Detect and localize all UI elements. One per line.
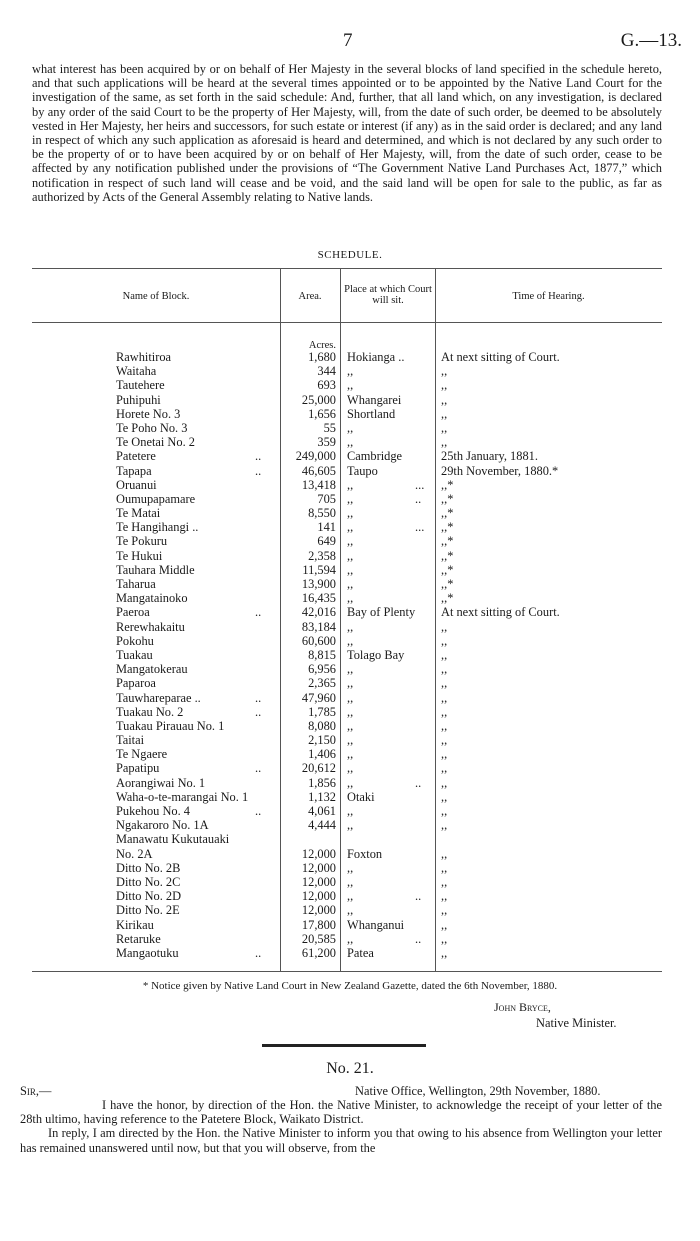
- table-row: [0, 520, 700, 534]
- court-place-cell: Shortland: [347, 406, 396, 421]
- leader-dots: ..: [415, 775, 422, 790]
- table-row: [0, 918, 700, 932]
- table-row: [0, 761, 700, 775]
- court-place-cell: Hokianga ..: [347, 350, 405, 364]
- schedule-rows: [0, 350, 700, 960]
- hearing-time-cell: ,,: [441, 903, 448, 918]
- table-row: [0, 478, 700, 492]
- block-name-cell: Tuakau No. 2: [116, 704, 184, 719]
- hearing-time-cell: ,,*: [441, 562, 454, 577]
- area-cell: 705: [317, 491, 336, 506]
- table-row: [0, 393, 700, 407]
- court-place-cell: ,,: [347, 690, 354, 705]
- area-cell: 359: [317, 435, 336, 450]
- hearing-time-cell: ,,: [441, 733, 448, 748]
- area-cell: 55: [323, 420, 336, 435]
- column-header-place: Place at which Court will sit.: [344, 284, 432, 306]
- leader-dots: ..: [255, 605, 262, 620]
- court-place-cell: ,,: [347, 506, 354, 521]
- hearing-time-cell: ,,: [441, 704, 448, 719]
- court-place-cell: ,,: [347, 804, 354, 818]
- area-cell: 46,605: [301, 463, 336, 478]
- hearing-time-cell: ,,: [441, 846, 448, 861]
- court-place-cell: ,,: [347, 874, 354, 889]
- hearing-time-cell: ,,: [441, 818, 448, 833]
- block-name-cell: Patetere: [116, 449, 156, 464]
- table-row: [0, 719, 700, 733]
- table-row: [0, 790, 700, 804]
- block-name-cell: Aorangiwai No. 1: [116, 775, 206, 790]
- hearing-time-cell: ,,*: [441, 477, 454, 492]
- block-name-cell: Taharua: [116, 577, 156, 591]
- hearing-time-cell: ,,: [441, 435, 448, 450]
- page-number: 7: [343, 30, 353, 51]
- area-cell: 13,900: [301, 577, 336, 591]
- court-place-cell: Cambridge: [347, 449, 403, 464]
- area-cell: 2,365: [308, 676, 336, 691]
- block-name-cell: Tuakau Pirauau No. 1: [116, 718, 225, 733]
- hearing-time-cell: ,,: [441, 364, 448, 379]
- hearing-time-cell: ,,: [441, 676, 448, 691]
- block-name-cell: Retaruke: [116, 931, 161, 946]
- leader-dots: ..: [255, 463, 262, 478]
- table-row: [0, 776, 700, 790]
- area-cell: 649: [317, 534, 336, 549]
- block-name-cell: Oumupapamare: [116, 491, 196, 506]
- table-row: [0, 378, 700, 392]
- area-cell: 1,132: [308, 789, 336, 804]
- table-row: [0, 946, 700, 960]
- table-row: [0, 534, 700, 548]
- court-place-cell: ,,: [347, 718, 354, 733]
- court-place-cell: ,,: [347, 619, 354, 634]
- block-name-cell: Manawatu Kukutauaki: [116, 832, 230, 847]
- letter-body: [20, 1098, 662, 1155]
- table-row: [0, 364, 700, 378]
- area-cell: 12,000: [301, 860, 336, 875]
- block-name-cell: Ditto No. 2E: [116, 903, 180, 918]
- table-row: [0, 733, 700, 747]
- court-place-cell: ,,: [347, 903, 354, 918]
- leader-dots: ..: [255, 945, 262, 960]
- office-line: Native Office, Wellington, 29th November, 1880.: [355, 1084, 601, 1098]
- leader-dots: ...: [415, 520, 425, 535]
- table-row: [0, 577, 700, 591]
- court-place-cell: Patea: [347, 945, 374, 960]
- block-name-cell: Papatipu: [116, 761, 160, 776]
- hearing-time-cell: ,,: [441, 761, 448, 776]
- block-name-cell: Tuakau: [116, 647, 153, 662]
- hearing-time-cell: ,,: [441, 789, 448, 804]
- column-header-area: Area.: [298, 291, 322, 302]
- area-cell: 2,358: [308, 548, 336, 563]
- footnote: [0, 980, 700, 992]
- court-place-cell: ,,: [347, 477, 354, 492]
- area-cell: 6,956: [308, 662, 336, 677]
- table-row: [0, 932, 700, 946]
- signatory-name: John Bryce,: [494, 1000, 551, 1014]
- block-name-cell: Waitaha: [116, 364, 157, 379]
- block-name-cell: Pukehou No. 4: [116, 804, 190, 818]
- hearing-time-cell: ,,: [441, 619, 448, 634]
- hearing-time-cell: ,,*: [441, 591, 454, 606]
- block-name-cell: Te Pokuru: [116, 534, 168, 549]
- table-row: [0, 620, 700, 634]
- area-cell: 1,856: [308, 775, 336, 790]
- court-place-cell: ,,: [347, 548, 354, 563]
- block-name-cell: Kirikau: [116, 917, 154, 932]
- block-name-cell: Tauwhareparae ..: [116, 690, 201, 705]
- table-row: [0, 691, 700, 705]
- block-name-cell: Horete No. 3: [116, 406, 181, 421]
- table-row: [0, 591, 700, 605]
- court-place-cell: ,,: [347, 562, 354, 577]
- hearing-time-cell: At next sitting of Court.: [441, 605, 560, 620]
- court-place-cell: ,,: [347, 435, 354, 450]
- block-name-cell: Paparoa: [116, 676, 156, 691]
- hearing-time-cell: ,,: [441, 718, 448, 733]
- area-cell: 1,656: [308, 406, 336, 421]
- table-row: [0, 605, 700, 619]
- block-name-cell: Te Poho No. 3: [116, 420, 188, 435]
- block-name-cell: Te Hukui: [116, 548, 163, 563]
- court-place-cell: ,,: [347, 775, 354, 790]
- leader-dots: ...: [415, 477, 425, 492]
- table-row: [0, 705, 700, 719]
- table-row: [0, 435, 700, 449]
- court-place-cell: ,,: [347, 676, 354, 691]
- area-cell: 60,600: [301, 633, 336, 648]
- block-name-cell: Ditto No. 2B: [116, 860, 181, 875]
- leader-dots: ..: [415, 889, 422, 904]
- table-header-rule: [32, 322, 662, 323]
- page-header: [0, 30, 700, 54]
- area-cell: 8,815: [308, 647, 336, 662]
- hearing-time-cell: ,,: [441, 662, 448, 677]
- area-cell: 17,800: [301, 917, 336, 932]
- hearing-time-cell: ,,*: [441, 548, 454, 563]
- block-name-cell: Oruanui: [116, 477, 157, 492]
- table-row: [0, 903, 700, 917]
- hearing-time-cell: 29th November, 1880.*: [441, 463, 559, 478]
- area-cell: 1,785: [308, 704, 336, 719]
- court-place-cell: ,,: [347, 577, 354, 591]
- court-place-cell: Taupo: [347, 463, 378, 478]
- hearing-time-cell: ,,: [441, 860, 448, 875]
- court-place-cell: ,,: [347, 931, 354, 946]
- column-header-name: Name of Block.: [122, 291, 190, 302]
- schedule-title: SCHEDULE.: [317, 249, 383, 261]
- area-cell: 61,200: [301, 945, 336, 960]
- court-place-cell: ,,: [347, 860, 354, 875]
- block-name-cell: Pokohu: [116, 633, 154, 648]
- court-place-cell: ,,: [347, 534, 354, 549]
- table-row: [0, 634, 700, 648]
- leader-dots: ..: [255, 761, 262, 776]
- block-name-cell: Taitai: [116, 733, 145, 748]
- area-cell: 47,960: [301, 690, 336, 705]
- hearing-time-cell: ,,: [441, 889, 448, 904]
- court-place-cell: Tolago Bay: [347, 647, 405, 662]
- hearing-time-cell: ,,: [441, 392, 448, 407]
- letter-number: No. 21.: [326, 1060, 374, 1077]
- court-place-cell: ,,: [347, 491, 354, 506]
- area-cell: 4,444: [308, 818, 336, 833]
- table-row: [0, 832, 700, 846]
- area-cell: 16,435: [301, 591, 336, 606]
- hearing-time-cell: ,,: [441, 804, 448, 818]
- block-name-cell: Te Hangihangi ..: [116, 520, 199, 535]
- hearing-time-cell: ,,*: [441, 520, 454, 535]
- table-row: [0, 421, 700, 435]
- block-name-cell: Ngakaroro No. 1A: [116, 818, 209, 833]
- table-row: [0, 492, 700, 506]
- section-divider: [262, 1044, 426, 1047]
- area-cell: 8,550: [308, 506, 336, 521]
- hearing-time-cell: ,,: [441, 945, 448, 960]
- court-place-cell: ,,: [347, 733, 354, 748]
- table-row: [0, 847, 700, 861]
- area-cell: 12,000: [301, 874, 336, 889]
- block-name-cell: Tautehere: [116, 378, 165, 393]
- area-cell: 1,680: [308, 350, 336, 364]
- hearing-time-cell: ,,: [441, 690, 448, 705]
- block-name-cell: Puhipuhi: [116, 392, 161, 407]
- table-row: [0, 875, 700, 889]
- leader-dots: ..: [255, 704, 262, 719]
- signatory-title: Native Minister.: [536, 1016, 617, 1030]
- letter-paragraph: I have the honor, by direction of the Hon. the Native Minister, to acknowledge the receipt of your letter of the 28th ultimo, having reference to the Patetere Block, Waikato District.: [20, 1098, 662, 1127]
- hearing-time-cell: ,,: [441, 747, 448, 762]
- hearing-time-cell: ,,: [441, 917, 448, 932]
- area-cell: 1,406: [308, 747, 336, 762]
- block-name-cell: Rerewhakaitu: [116, 619, 185, 634]
- letter-paragraph: In reply, I am directed by the Hon. the Native Minister to inform you that owing to his absence from Wellington your letter has remained unanswered until now, but that you will observe, from the: [20, 1126, 662, 1155]
- table-row: [0, 449, 700, 463]
- area-cell: 2,150: [308, 733, 336, 748]
- table-row: [0, 889, 700, 903]
- hearing-time-cell: ,,*: [441, 577, 454, 591]
- area-cell: 20,612: [301, 761, 336, 776]
- area-cell: 83,184: [301, 619, 336, 634]
- intro-paragraph: what interest has been acquired by or on behalf of Her Majesty in the several blocks of land specified in the schedule hereto, and that such applications will be heard at the several times appointed or to be appointed by the Native Land Court for the investigation of the same, as set forth in the said schedule: And, further, that all land which, on any investigation, is declared by any order of the said Court to be the property of Her Majesty, will, from the date of such order, be deemed to be absolutely vested in Her Majesty, her heirs and successors, for such estate or interest (if any) as in the said order is declared; and any land in respect of which any such application as aforesaid is heard and determined, and which is not declared by any such order to be the property of or to have been acquired by or on behalf of Her Majesty, will, from the date of such order, cease to be affected by any notification published under the provisions of “The Government Native Land Purchases Act, 1877,” which notification in respect of such land will cease and be void, and the said land will be open for sale to the public, as far as authorized by Acts of the General Assembly relating to Native lands.: [32, 62, 662, 204]
- hearing-time-cell: ,,: [441, 647, 448, 662]
- block-name-cell: Mangatokerau: [116, 662, 188, 677]
- area-cell: 20,585: [301, 931, 336, 946]
- area-cell: 12,000: [301, 889, 336, 904]
- court-place-cell: Bay of Plenty: [347, 605, 416, 620]
- block-name-cell: Paeroa: [116, 605, 150, 620]
- hearing-time-cell: ,,*: [441, 491, 454, 506]
- leader-dots: ..: [255, 449, 262, 464]
- area-cell: 12,000: [301, 846, 336, 861]
- court-place-cell: Whangarei: [347, 392, 402, 407]
- court-place-cell: Otaki: [347, 789, 375, 804]
- hearing-time-cell: ,,: [441, 931, 448, 946]
- table-row: [0, 861, 700, 875]
- table-top-rule: [32, 268, 662, 269]
- table-bottom-rule: [32, 971, 662, 972]
- area-cell: 11,594: [302, 562, 336, 577]
- leader-dots: ..: [415, 931, 422, 946]
- table-row: [0, 676, 700, 690]
- table-row: [0, 506, 700, 520]
- area-cell: 4,061: [308, 804, 336, 818]
- area-cell: 25,000: [301, 392, 336, 407]
- table-row: [0, 464, 700, 478]
- court-place-cell: ,,: [347, 662, 354, 677]
- block-name-cell: Waha-o-te-marangai No. 1: [116, 789, 249, 804]
- court-place-cell: ,,: [347, 378, 354, 393]
- area-cell: 344: [317, 364, 336, 379]
- block-name-cell: Ditto No. 2C: [116, 874, 181, 889]
- area-cell: 249,000: [295, 449, 336, 464]
- column-header-time: Time of Hearing.: [512, 291, 585, 302]
- block-name-cell: Te Onetai No. 2: [116, 435, 195, 450]
- table-row: [0, 407, 700, 421]
- hearing-time-cell: ,,: [441, 406, 448, 421]
- court-place-cell: ,,: [347, 747, 354, 762]
- area-cell: 141: [317, 520, 336, 535]
- area-cell: 13,418: [301, 477, 336, 492]
- leader-dots: ..: [255, 690, 262, 705]
- table-row: [0, 549, 700, 563]
- table-row: [0, 662, 700, 676]
- hearing-time-cell: ,,: [441, 874, 448, 889]
- table-row: [0, 747, 700, 761]
- block-name-cell: Ditto No. 2D: [116, 889, 182, 904]
- table-row: [0, 804, 700, 818]
- block-name-cell: Rawhitiroa: [116, 350, 172, 364]
- hearing-time-cell: ,,: [441, 775, 448, 790]
- block-name-cell: Mangaotuku: [116, 945, 179, 960]
- table-row: [0, 818, 700, 832]
- court-place-cell: ,,: [347, 520, 354, 535]
- document-reference: G.—13.: [620, 30, 682, 51]
- area-cell: 42,016: [301, 605, 336, 620]
- court-place-cell: ,,: [347, 761, 354, 776]
- area-cell: 693: [317, 378, 336, 393]
- hearing-time-cell: ,,*: [441, 534, 454, 549]
- court-place-cell: Foxton: [347, 846, 383, 861]
- court-place-cell: ,,: [347, 818, 354, 833]
- table-row: [0, 563, 700, 577]
- block-name-cell: Te Matai: [116, 506, 161, 521]
- block-name-cell: Tapapa: [116, 463, 152, 478]
- court-place-cell: ,,: [347, 704, 354, 719]
- hearing-time-cell: ,,: [441, 420, 448, 435]
- footnote-text: * Notice given by Native Land Court in New Zealand Gazette, dated the 6th November, 1880.: [142, 980, 558, 992]
- court-place-cell: Whanganui: [347, 917, 405, 932]
- court-place-cell: ,,: [347, 591, 354, 606]
- area-cell: 12,000: [301, 903, 336, 918]
- court-place-cell: ,,: [347, 364, 354, 379]
- court-place-cell: ,,: [347, 633, 354, 648]
- block-name-cell: Tauhara Middle: [116, 562, 195, 577]
- table-row: [0, 350, 700, 364]
- hearing-time-cell: ,,: [441, 633, 448, 648]
- hearing-time-cell: ,,*: [441, 506, 454, 521]
- block-name-cell: Te Ngaere: [116, 747, 168, 762]
- hearing-time-cell: 25th January, 1881.: [441, 449, 538, 464]
- hearing-time-cell: ,,: [441, 378, 448, 393]
- area-cell: 8,080: [308, 718, 336, 733]
- leader-dots: ..: [255, 804, 262, 818]
- leader-dots: ..: [415, 491, 422, 506]
- court-place-cell: ,,: [347, 420, 354, 435]
- table-row: [0, 648, 700, 662]
- court-place-cell: ,,: [347, 889, 354, 904]
- acres-label: Acres.: [308, 340, 336, 351]
- block-name-cell: No. 2A: [116, 846, 153, 861]
- hearing-time-cell: At next sitting of Court.: [441, 350, 560, 364]
- salutation: Sir,—: [20, 1084, 52, 1098]
- block-name-cell: Mangatainoko: [116, 591, 188, 606]
